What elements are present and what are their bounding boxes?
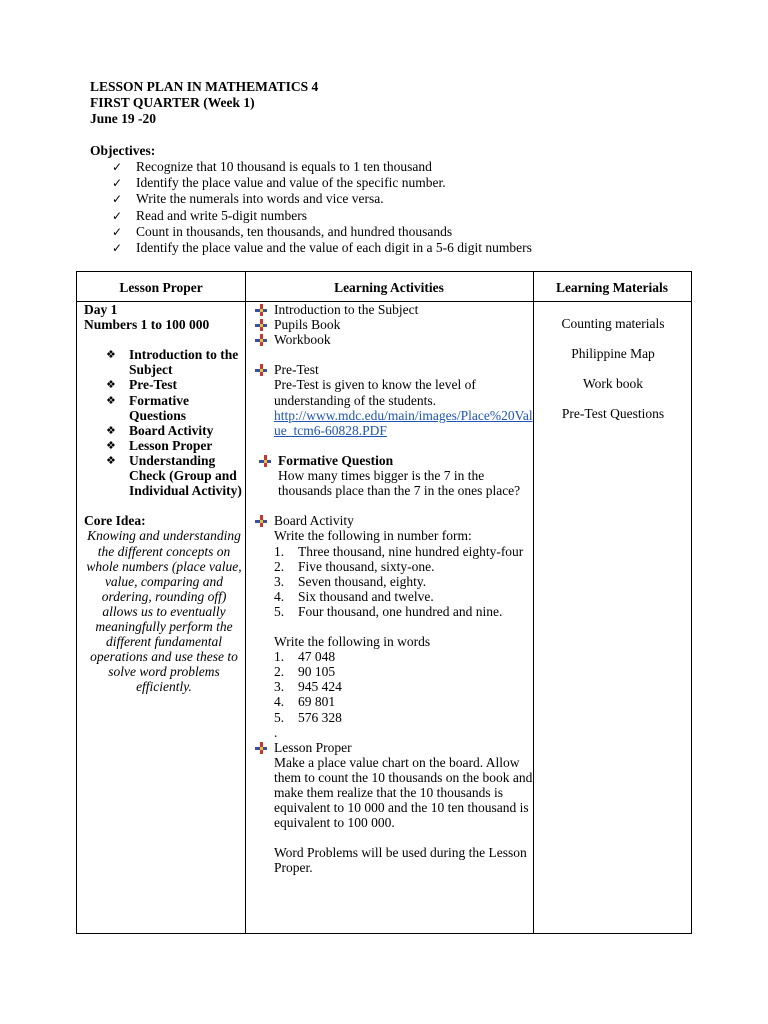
diamond-bullet-icon: ❖ xyxy=(106,438,116,452)
column-divider xyxy=(245,272,246,933)
words-item: 3. 945 424 xyxy=(274,679,342,695)
topic-label: Numbers 1 to 100 000 xyxy=(84,317,210,333)
words-item: 1. 47 048 xyxy=(274,649,336,665)
header-lesson-proper: Lesson Proper xyxy=(119,280,203,295)
bullet-plus-icon xyxy=(255,515,267,527)
words-list xyxy=(252,649,534,724)
header-learning-activities: Learning Activities xyxy=(334,280,444,295)
lesson-table xyxy=(76,271,692,934)
header-learning-materials: Learning Materials xyxy=(555,280,669,295)
lesson-part-item: ❖ Board Activity xyxy=(106,422,214,438)
board-activity-heading: Board Activity xyxy=(252,513,534,528)
bullet-plus-icon xyxy=(255,364,267,376)
checkmark-icon: ✓ xyxy=(112,240,123,255)
objective-item: ✓ Read and write 5-digit numbers xyxy=(112,207,307,223)
core-idea-label: Core Idea: xyxy=(84,513,146,529)
pretest-heading: Pre-Test xyxy=(252,362,534,377)
pretest-text: Pre-Test is given to know the level of understanding of the students. xyxy=(274,377,476,408)
pretest-link[interactable]: http://www.mdc.edu/main/images/Place%20Value_tcm6-60828.PDF xyxy=(274,407,533,438)
checkmark-icon: ✓ xyxy=(112,176,123,191)
quarter-label: FIRST QUARTER (Week 1) xyxy=(90,95,255,110)
bullet-plus-icon xyxy=(255,742,267,754)
checkmark-icon: ✓ xyxy=(112,192,123,207)
lesson-proper-text: Make a place value chart on the board. Allow them to count the 10 thousands on the book and make them realize that the 10 thousands is equivalent to 10 000 and the 10 ten thousand is equivalent to 100 000. xyxy=(274,754,533,831)
formative-heading: Formative Question xyxy=(252,453,534,468)
words-item: 4. 69 801 xyxy=(274,694,336,710)
diamond-bullet-icon: ❖ xyxy=(106,423,116,437)
lesson-part-item: ❖ Introduction to the Subject xyxy=(106,347,239,378)
activity-item: Workbook xyxy=(252,332,534,347)
bullet-plus-icon xyxy=(255,319,267,331)
lesson-part-item: ❖ Lesson Proper xyxy=(106,437,213,453)
words-item: 2. 90 105 xyxy=(274,664,336,680)
bullet-plus-icon xyxy=(255,334,267,346)
checkmark-icon: ✓ xyxy=(112,224,123,239)
words-item: 5. 576 328 xyxy=(274,709,342,725)
diamond-bullet-icon: ❖ xyxy=(106,393,116,407)
objective-item: ✓ Count in thousands, ten thousands, and hundred thousands xyxy=(112,223,453,239)
lesson-proper-cell xyxy=(84,302,244,694)
material-item: Counting materials xyxy=(561,316,665,331)
activity-item: Introduction to the Subject xyxy=(252,302,534,317)
objectives-heading: Objectives: xyxy=(90,143,156,158)
formative-text: How many times bigger is the 7 in the thousands place than the 7 in the ones place? xyxy=(278,468,521,499)
lesson-proper-heading: Lesson Proper xyxy=(252,740,534,755)
lesson-part-item: ❖ Pre-Test xyxy=(106,377,177,393)
checkmark-icon: ✓ xyxy=(112,208,123,223)
material-item: Philippine Map xyxy=(571,346,655,361)
board-activity-item: 1. Three thousand, nine hundred eighty-four xyxy=(274,543,524,559)
date-range: June 19 -20 xyxy=(90,111,157,126)
words-intro: Write the following in words xyxy=(274,634,431,650)
lesson-part-item: ❖ Understanding Check (Group and Individual Activity) xyxy=(106,452,242,499)
bullet-plus-icon xyxy=(255,304,267,316)
material-item: Work book xyxy=(582,376,644,391)
lesson-part-item: ❖ Formative Questions xyxy=(106,392,189,423)
objective-item: ✓ Identify the place value and the value of each digit in a 5-6 digit numbers xyxy=(112,239,532,255)
day-label: Day 1 xyxy=(84,302,118,317)
objective-item: ✓ Recognize that 10 thousand is equals to 1 ten thousand xyxy=(112,159,432,174)
board-activity-intro: Write the following in number form: xyxy=(274,528,472,544)
lesson-parts-list xyxy=(84,347,244,498)
document-title: LESSON PLAN IN MATHEMATICS 4 xyxy=(90,79,319,94)
learning-materials-cell xyxy=(534,316,692,436)
objective-item: ✓ Write the numerals into words and vice versa. xyxy=(112,191,384,207)
diamond-bullet-icon: ❖ xyxy=(106,348,116,362)
board-activity-item: 2. Five thousand, sixty-one. xyxy=(274,558,435,574)
board-activity-item: 4. Six thousand and twelve. xyxy=(274,588,434,604)
checkmark-icon: ✓ xyxy=(112,160,123,174)
objectives-section xyxy=(90,143,532,256)
bullet-plus-icon xyxy=(259,455,271,467)
document-header xyxy=(90,79,318,127)
board-activity-item: 5. Four thousand, one hundred and nine. xyxy=(274,603,503,619)
stray-dot: . xyxy=(274,724,278,740)
diamond-bullet-icon: ❖ xyxy=(106,378,116,392)
diamond-bullet-icon: ❖ xyxy=(106,453,116,467)
board-activity-list xyxy=(252,544,534,619)
word-problems-text: Word Problems will be used during the Lesson Proper. xyxy=(274,845,527,876)
board-activity-item: 3. Seven thousand, eighty. xyxy=(274,573,427,589)
objectives-list xyxy=(90,159,532,256)
activity-item: Pupils Book xyxy=(252,317,534,332)
material-item: Pre-Test Questions xyxy=(561,406,665,421)
objective-item: ✓ Identify the place value and value of the specific number. xyxy=(112,175,446,191)
core-idea-text: Knowing and understanding the different concepts on whole numbers (place value, value, comparing and ordering, rounding off) allows us to eventually meaningfully perform the different fundamental operations and use these to solve word problems efficiently. xyxy=(86,528,242,695)
learning-activities-cell xyxy=(252,302,534,876)
